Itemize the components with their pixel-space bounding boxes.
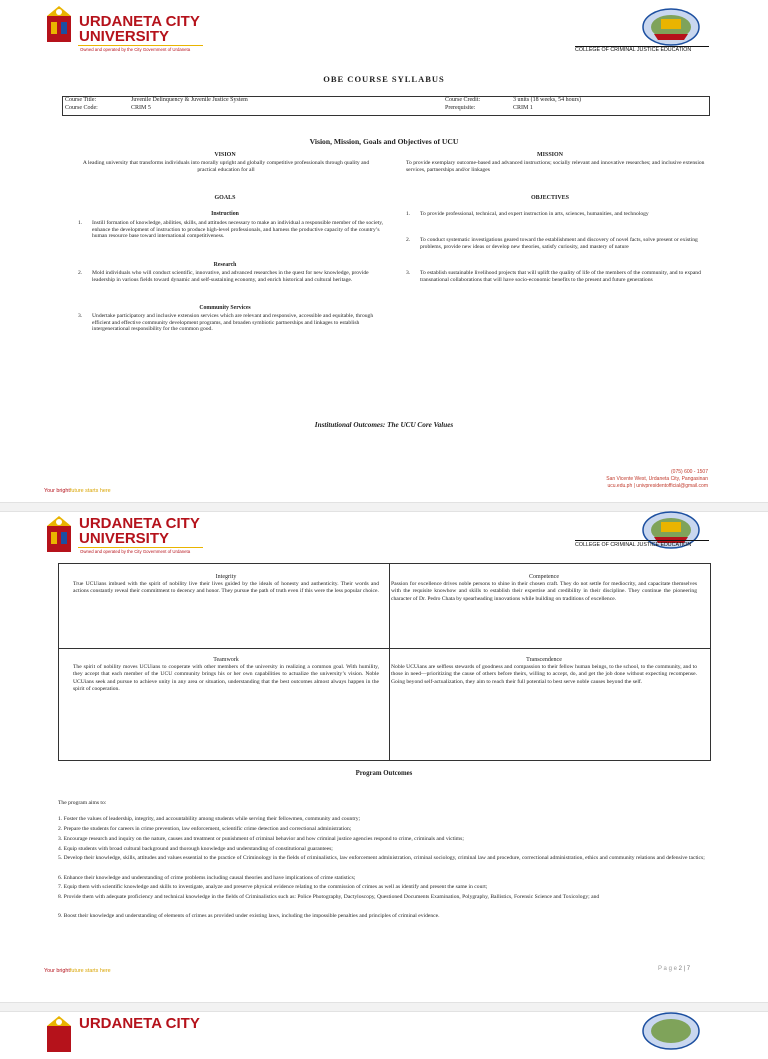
page-number xyxy=(658,966,690,972)
footer-tagline-b: future starts here xyxy=(69,968,111,974)
goal-text: Instill formation of knowledge, abilities, skills, and attitudes necessary to make an individual a responsible member of the society, enhance the development of instruction to produce high-level professionals, and harness the productive capacity of the country’s human resource base toward international competitiveness. xyxy=(92,220,384,240)
core-value-transcendence xyxy=(391,657,697,686)
university-name-line2: UNIVERSITY xyxy=(79,530,170,547)
core-value-integrity xyxy=(73,574,379,596)
footer-web: ucu.edu.ph | univpresidentofficial@gmail.com xyxy=(607,483,708,489)
university-logo-icon xyxy=(44,514,74,554)
course-code-label: Course Code: xyxy=(65,105,98,111)
institutional-outcomes-heading: Institutional Outcomes: The UCU Core Values xyxy=(314,421,454,429)
core-value-text: True UCUians imbued with the spirit of nobility live their lives guided by the ideals of honesty and authenticity. Their words and actions constantly reveal their commitment to decency and honor. They pursue the path of truth even if this were the less popular choice. xyxy=(73,581,379,595)
goal-number: 2. xyxy=(78,270,83,276)
objective-text: To provide professional, technical, and expert instruction in arts, sciences, humanities, and technology xyxy=(420,211,649,217)
course-credit-label: Course Credit: xyxy=(445,97,481,103)
program-outcome-item: 7. Equip them with scientific knowledge and skills to investigate, analyze and preserve physical evidence relating to the commission of crimes as well as identify and present the same in court; xyxy=(58,884,488,890)
vision-text: A leading university that transforms individuals into morally upright and globally competitive professionals through quality and practical education for all xyxy=(82,160,370,173)
program-outcome-item: 6. Enhance their knowledge and understanding of crime problems including causal theories and have implications of crime statistics; xyxy=(58,875,356,881)
core-value-title: Transcendence xyxy=(526,657,562,663)
objective-item xyxy=(406,237,706,250)
goal-number: 1. xyxy=(78,220,83,226)
objective-item xyxy=(406,211,706,218)
prerequisite-value: CRIM 1 xyxy=(513,105,533,111)
vmgo-heading: Vision, Mission, Goals and Objectives of UCU xyxy=(309,137,459,146)
program-outcome-item: 4. Equip students with broad cultural background and thorough knowledge and understanding of constitutional guarantees; xyxy=(58,846,333,852)
goal-subheading-community: Community Services xyxy=(199,305,251,311)
goal-text: Undertake participatory and inclusive extension services which are relevant and responsive, accessible and equitable, through efficient and effective community development programs, and broaden symbiotic partnerships and linkages to establish intergenerational responsibility for the common good. xyxy=(92,313,374,333)
objective-item xyxy=(406,270,706,283)
vision-label: VISION xyxy=(214,152,236,158)
footer-tagline-b: future starts here xyxy=(69,488,111,494)
program-outcome-item: 8. Provide them with adequate proficiency and technical knowledge in the fields of Criminalistics such as: Police Photography, Dactyloscopy, Questioned Documents Examination, Polygraphy, Ballistics, Forensic Science and Toxicology; and xyxy=(58,894,600,900)
objective-text: To conduct systematic investigations geared toward the establishment and discovery of novel facts, solve present or existing problems, provide new ideas or develop new theories, satisfy curiosity, and mastery of nature xyxy=(420,237,698,250)
table-divider-v xyxy=(389,564,390,760)
footer-phone: (075) 600 - 1507 xyxy=(671,469,708,475)
footer-tagline-a: Your bright xyxy=(44,488,70,494)
footer-tagline-a: Your bright xyxy=(44,968,70,974)
course-title-value: Juvenile Delinquency & Juvenile Justice System xyxy=(131,97,248,103)
goal-number: 3. xyxy=(78,313,83,319)
program-outcomes-intro: The program aims to: xyxy=(58,800,107,806)
table-divider-h xyxy=(59,648,710,649)
core-value-text: Noble UCUians are selfless stewards of goodness and compassion to their fellow human beings, to the school, to the community, and to those in need—prioritizing the cause of others before theirs, willing to accept, do, and get the job done without expecting recompense. Going beyond self-actualization, they aim to reach their full potential to best serve noble causes beyond the self. xyxy=(391,664,697,685)
college-seal-icon xyxy=(642,8,700,46)
footer-contact xyxy=(520,469,708,490)
core-value-teamwork xyxy=(73,657,379,693)
university-logo-icon xyxy=(44,4,74,44)
footer-tagline xyxy=(44,488,111,494)
university-name: URDANETA CITY xyxy=(79,1015,200,1032)
program-outcome-item: 5. Develop their knowledge, skills, attitudes and values essential to the practice of Criminology in the fields of criminalistics, law enforcement administration, criminal sociology, criminal law and procedure, correctional administration, ethics and community relations and defensive tactics; xyxy=(58,855,705,861)
page-label: P a g e xyxy=(658,966,677,972)
course-code-value: CRIM 5 xyxy=(131,105,151,111)
course-title-label: Course Title: xyxy=(65,97,97,103)
university-name: URDANETA CITY xyxy=(79,515,200,532)
core-value-text: The spirit of nobility moves UCUians to cooperate with other members of the university in realizing a common goal. With humility, they accept that each member of the UCU community brings his or her own capabilities to actualize the university’s vision. Noble UCUians seek and pursue to achieve unity in any area or situation, understanding that the best outcomes almost always happen in the spirit of cooperation. xyxy=(73,664,379,692)
program-outcome-item: 1. Foster the values of leadership, integrity, and accountability among students while serving their fellowmen, community and country; xyxy=(58,816,361,822)
core-value-title: Competence xyxy=(529,574,559,580)
objective-number: 2. xyxy=(406,237,411,243)
course-info-box xyxy=(62,96,710,116)
course-credit-value: 3 units (18 weeks, 54 hours) xyxy=(513,97,581,103)
goal-text: Mold individuals who will conduct scientific, innovative, and advanced researches in the quest for new knowledge, provide leadership in various fields toward dynamic and self-sustaining economy, and enrich historical and cultural heritage. xyxy=(92,270,369,283)
objectives-label: OBJECTIVES xyxy=(530,195,569,201)
core-value-title: Teamwork xyxy=(213,657,239,663)
core-value-title: Integrity xyxy=(215,574,237,580)
objective-number: 3. xyxy=(406,270,411,276)
goal-subheading-instruction: Instruction xyxy=(211,211,239,217)
college-name: COLLEGE OF CRIMINAL JUSTICE EDUCATION xyxy=(575,47,692,53)
goal-subheading-research: Research xyxy=(213,262,237,268)
mission-text: To provide exemplary outcome-based and advanced instructions; socially relevant and innovative researches; and inclusive extension services, partnerships and/or linkages xyxy=(406,160,705,173)
header-rule xyxy=(78,547,203,548)
program-outcomes-heading: Program Outcomes xyxy=(355,770,413,777)
page-header xyxy=(0,0,768,52)
college-name: COLLEGE OF CRIMINAL JUSTICE EDUCATION xyxy=(575,542,692,548)
page-number-value: 2 | 7 xyxy=(678,966,691,972)
core-values-table xyxy=(58,563,711,761)
goal-item xyxy=(78,270,388,283)
university-tagline: Owned and operated by the City Government of Urdaneta xyxy=(80,549,191,554)
college-seal-icon xyxy=(642,1012,700,1050)
page-separator xyxy=(0,1002,768,1012)
goal-item xyxy=(78,313,388,333)
university-tagline: Owned and operated by the City Government of Urdaneta xyxy=(80,47,191,52)
university-name-line2: UNIVERSITY xyxy=(79,28,170,45)
university-name: URDANETA CITY xyxy=(79,13,200,30)
core-value-text: Passion for excellence drives noble persons to shine in their chosen craft. They do not settle for mediocrity, and capacitate themselves with the requisite knowhow and skills to establish their expertise and credibility in their discipline. They continue the pioneering character of Dr. Pedro Chata by spearheading innovations while building on traditions of excellence. xyxy=(391,581,697,602)
syllabus-title: OBE COURSE SYLLABUS xyxy=(323,74,445,84)
core-value-competence xyxy=(391,574,697,603)
university-logo-icon xyxy=(44,1014,74,1054)
footer-tagline xyxy=(44,968,111,974)
program-outcome-item: 3. Encourage research and inquiry on the nature, causes and treatment or punishment of criminal behavior and how criminal justice agencies respond to crime, criminals and victims; xyxy=(58,836,464,842)
prerequisite-label: Prerequisite: xyxy=(445,105,476,111)
objective-number: 1. xyxy=(406,211,411,217)
college-rule xyxy=(575,540,709,541)
program-outcome-item: 2. Prepare the students for careers in crime prevention, law enforcement, scientific crime detection and correctional administration; xyxy=(58,826,352,832)
mission-label: MISSION xyxy=(536,152,563,158)
goal-item xyxy=(78,220,388,240)
goals-label: GOALS xyxy=(214,195,236,201)
footer-address: San Vicente West, Urdaneta City, Pangasinan xyxy=(606,476,708,482)
header-rule xyxy=(78,45,203,46)
program-outcome-item: 9. Boost their knowledge and understanding of elements of crimes as provided under existing laws, including the impossible penalties and principles of criminal evidence. xyxy=(58,913,440,919)
objective-text: To establish sustainable livelihood projects that will uplift the quality of life of the members of the community, and to expand transnational collaborations that will have socio-economic benefits to the present and future generations xyxy=(420,270,701,283)
